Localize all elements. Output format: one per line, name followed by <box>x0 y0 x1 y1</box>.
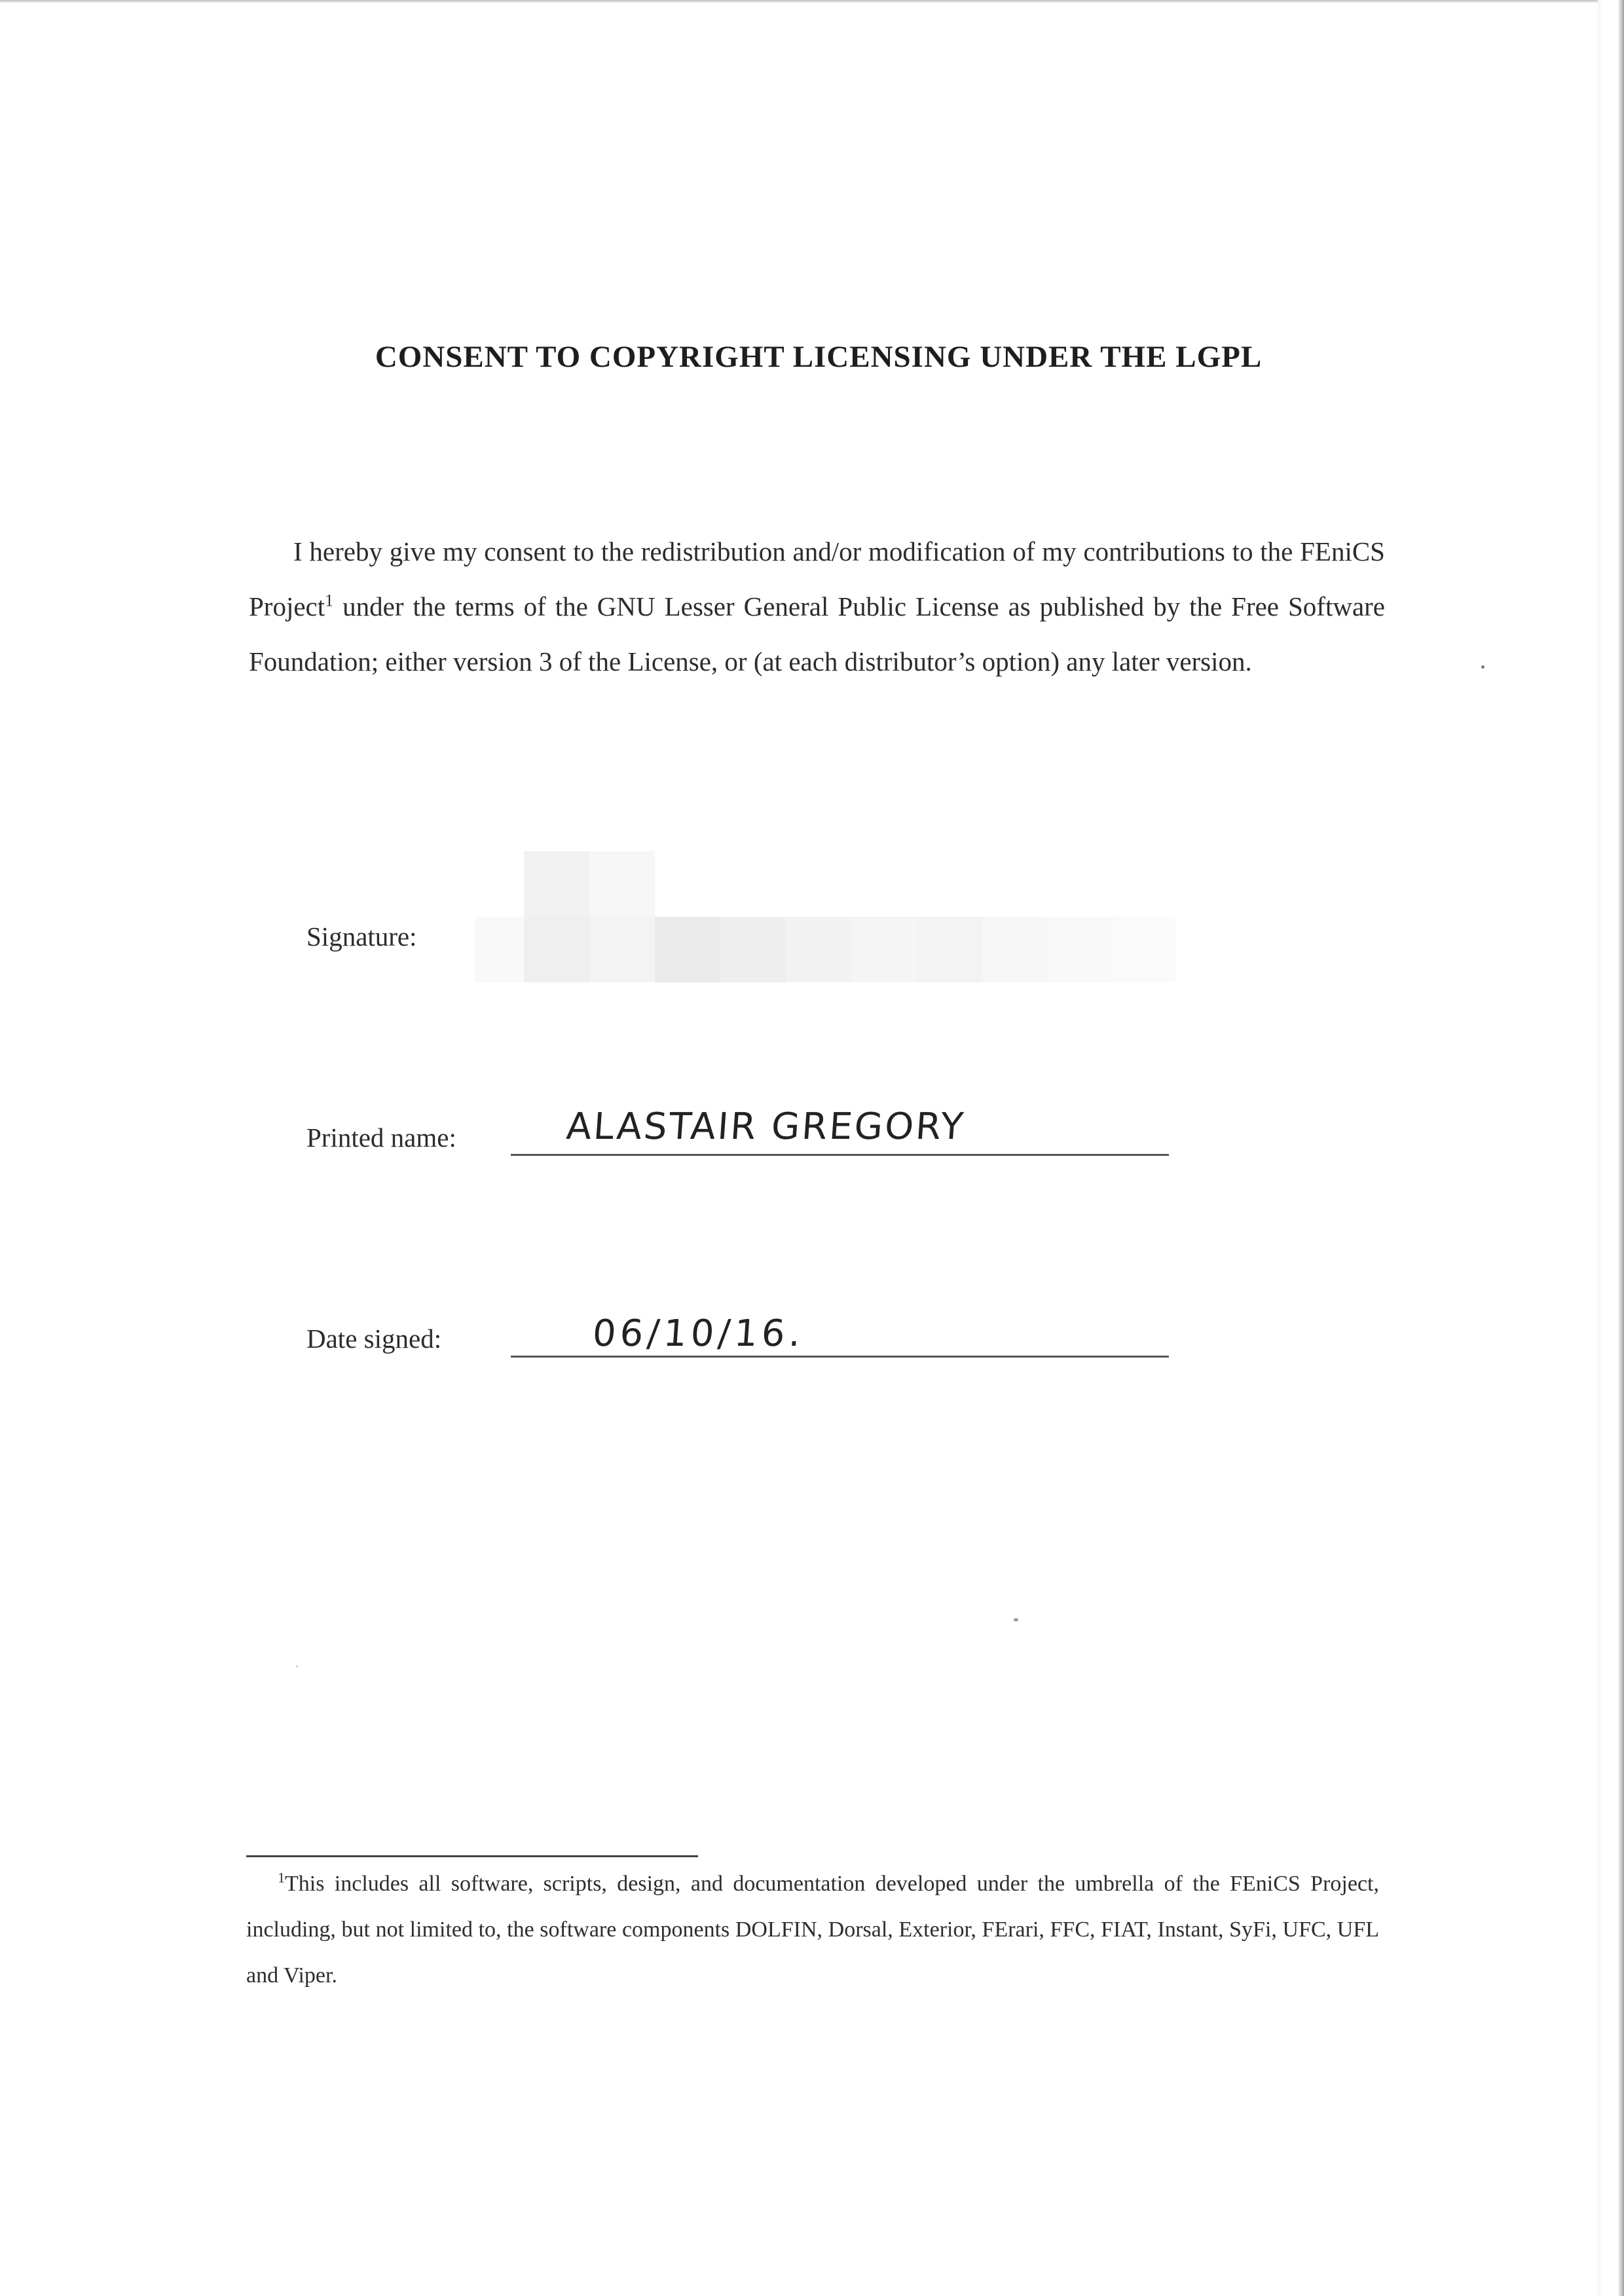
printed-name-value: ALASTAIR GREGORY <box>564 1105 967 1148</box>
date-signed-label: Date signed: <box>306 1324 442 1354</box>
scan-speck <box>1481 665 1485 669</box>
footnote-rule <box>246 1855 698 1857</box>
printed-name-line <box>511 1154 1169 1156</box>
consent-text-part-1: I hereby give my consent to the redistribution and/or modification of my contributions to the FEniCS Project <box>249 536 1385 621</box>
date-signed-value: 06/10/16. <box>591 1312 806 1355</box>
printed-name-label: Printed name: <box>306 1122 456 1153</box>
scan-speck <box>296 1665 298 1667</box>
footnote-mark: 1 <box>278 1869 285 1886</box>
consent-text-part-2: under the terms of the GNU Lesser General Public License as published by the Free Software Foundation; either version 3 of the License, or (at each distributor’s option) any later version. <box>249 591 1385 676</box>
signature-redacted <box>475 851 1175 982</box>
scan-edge-right <box>1598 0 1624 2296</box>
scan-edge-top <box>0 0 1624 3</box>
footnote-reference: 1 <box>325 591 334 610</box>
scan-speck <box>1014 1618 1018 1621</box>
signature-label: Signature: <box>306 921 417 952</box>
footnote-text: This includes all software, scripts, design, and documentation developed under the umbrella of the FEniCS Project, including, but not limited to, the software components DOLFIN, Dorsal, Exterior, FErari, FFC, FIAT, Instant, SyFi, UFC, UFL and Viper. <box>246 1872 1379 1988</box>
document-title: CONSENT TO COPYRIGHT LICENSING UNDER THE LGPL <box>375 340 1263 374</box>
footnote <box>246 1861 1379 1999</box>
date-signed-line <box>511 1356 1169 1358</box>
consent-paragraph <box>249 524 1385 689</box>
